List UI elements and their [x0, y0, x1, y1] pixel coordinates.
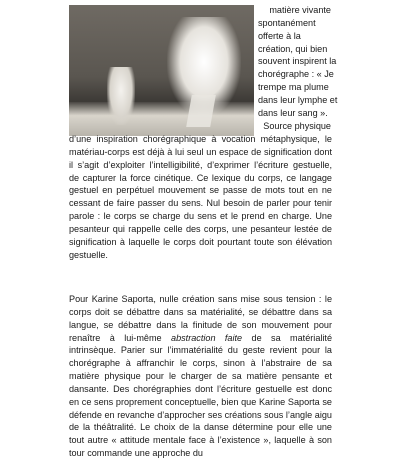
paragraph-1: d’une inspiration chorégraphique à vocation métaphysique, le matériau-corps est déjà à lui seul un espace de signification dont il s’agit d’exploiter l’intelligibilité, d’exprimer l’écriture gestuelle, de capturer la force cinétique. Ce lexique du corps, ce langage gestuel en perpétuel mouvement se passe de mots tout en ne cessant de faire passer du sens. Nul besoin de parler pour tenir parole : le corps se charge du sens et le prend en charge. Une pesanteur qui rappelle celle des corps, une pesanteur lestée de signification à laquelle le corps doit pourtant toute son élévation gestuelle.: [69, 134, 332, 260]
column-line: offerte à la: [258, 30, 301, 41]
dancer-left: [107, 67, 135, 125]
side-column-text: [258, 4, 338, 132]
column-line: Source physique: [263, 120, 331, 131]
column-line: dans leur lymphe et: [258, 94, 338, 105]
column-line: dans leur sang ».: [258, 107, 328, 118]
column-line: trempe ma plume: [258, 82, 329, 93]
paragraph-2: Pour Karine Saporta, nulle création sans mise sous tension : le corps doit se débattre dans sa matérialité, se débattre dans sa langue, se débattre dans la finitude de son mouvement pour renaître à lui-même abstraction faite de sa matérialité intrinsèque. Parier sur l’immatérialité du geste revient pour la chorégraphe à affranchir le corps, sinon à l’abstraire de sa matière physique pour le charger de sa matière pensante et dansante. Des chorégraphies dont l’écriture gestuelle est donc en ce sens proprement conceptuelle, bien que Karine Saporta se défende en revanche d’approcher ses créations sous l’angle aigu de la théâtralité. Le choix de la danse détermine pour elle une tout autre « attitude mentale face à l’existence », laquelle à son tour commande une approche du: [69, 294, 333, 459]
italic-phrase: abstraction faite: [171, 332, 243, 343]
dance-photo: [69, 5, 254, 136]
column-line: création, qui bien: [258, 43, 328, 54]
column-line: souvent inspirent la: [258, 56, 337, 67]
column-line: spontanément: [258, 17, 316, 28]
column-line: matière vivante: [269, 5, 331, 15]
column-line: chorégraphe : « Je: [258, 69, 334, 80]
